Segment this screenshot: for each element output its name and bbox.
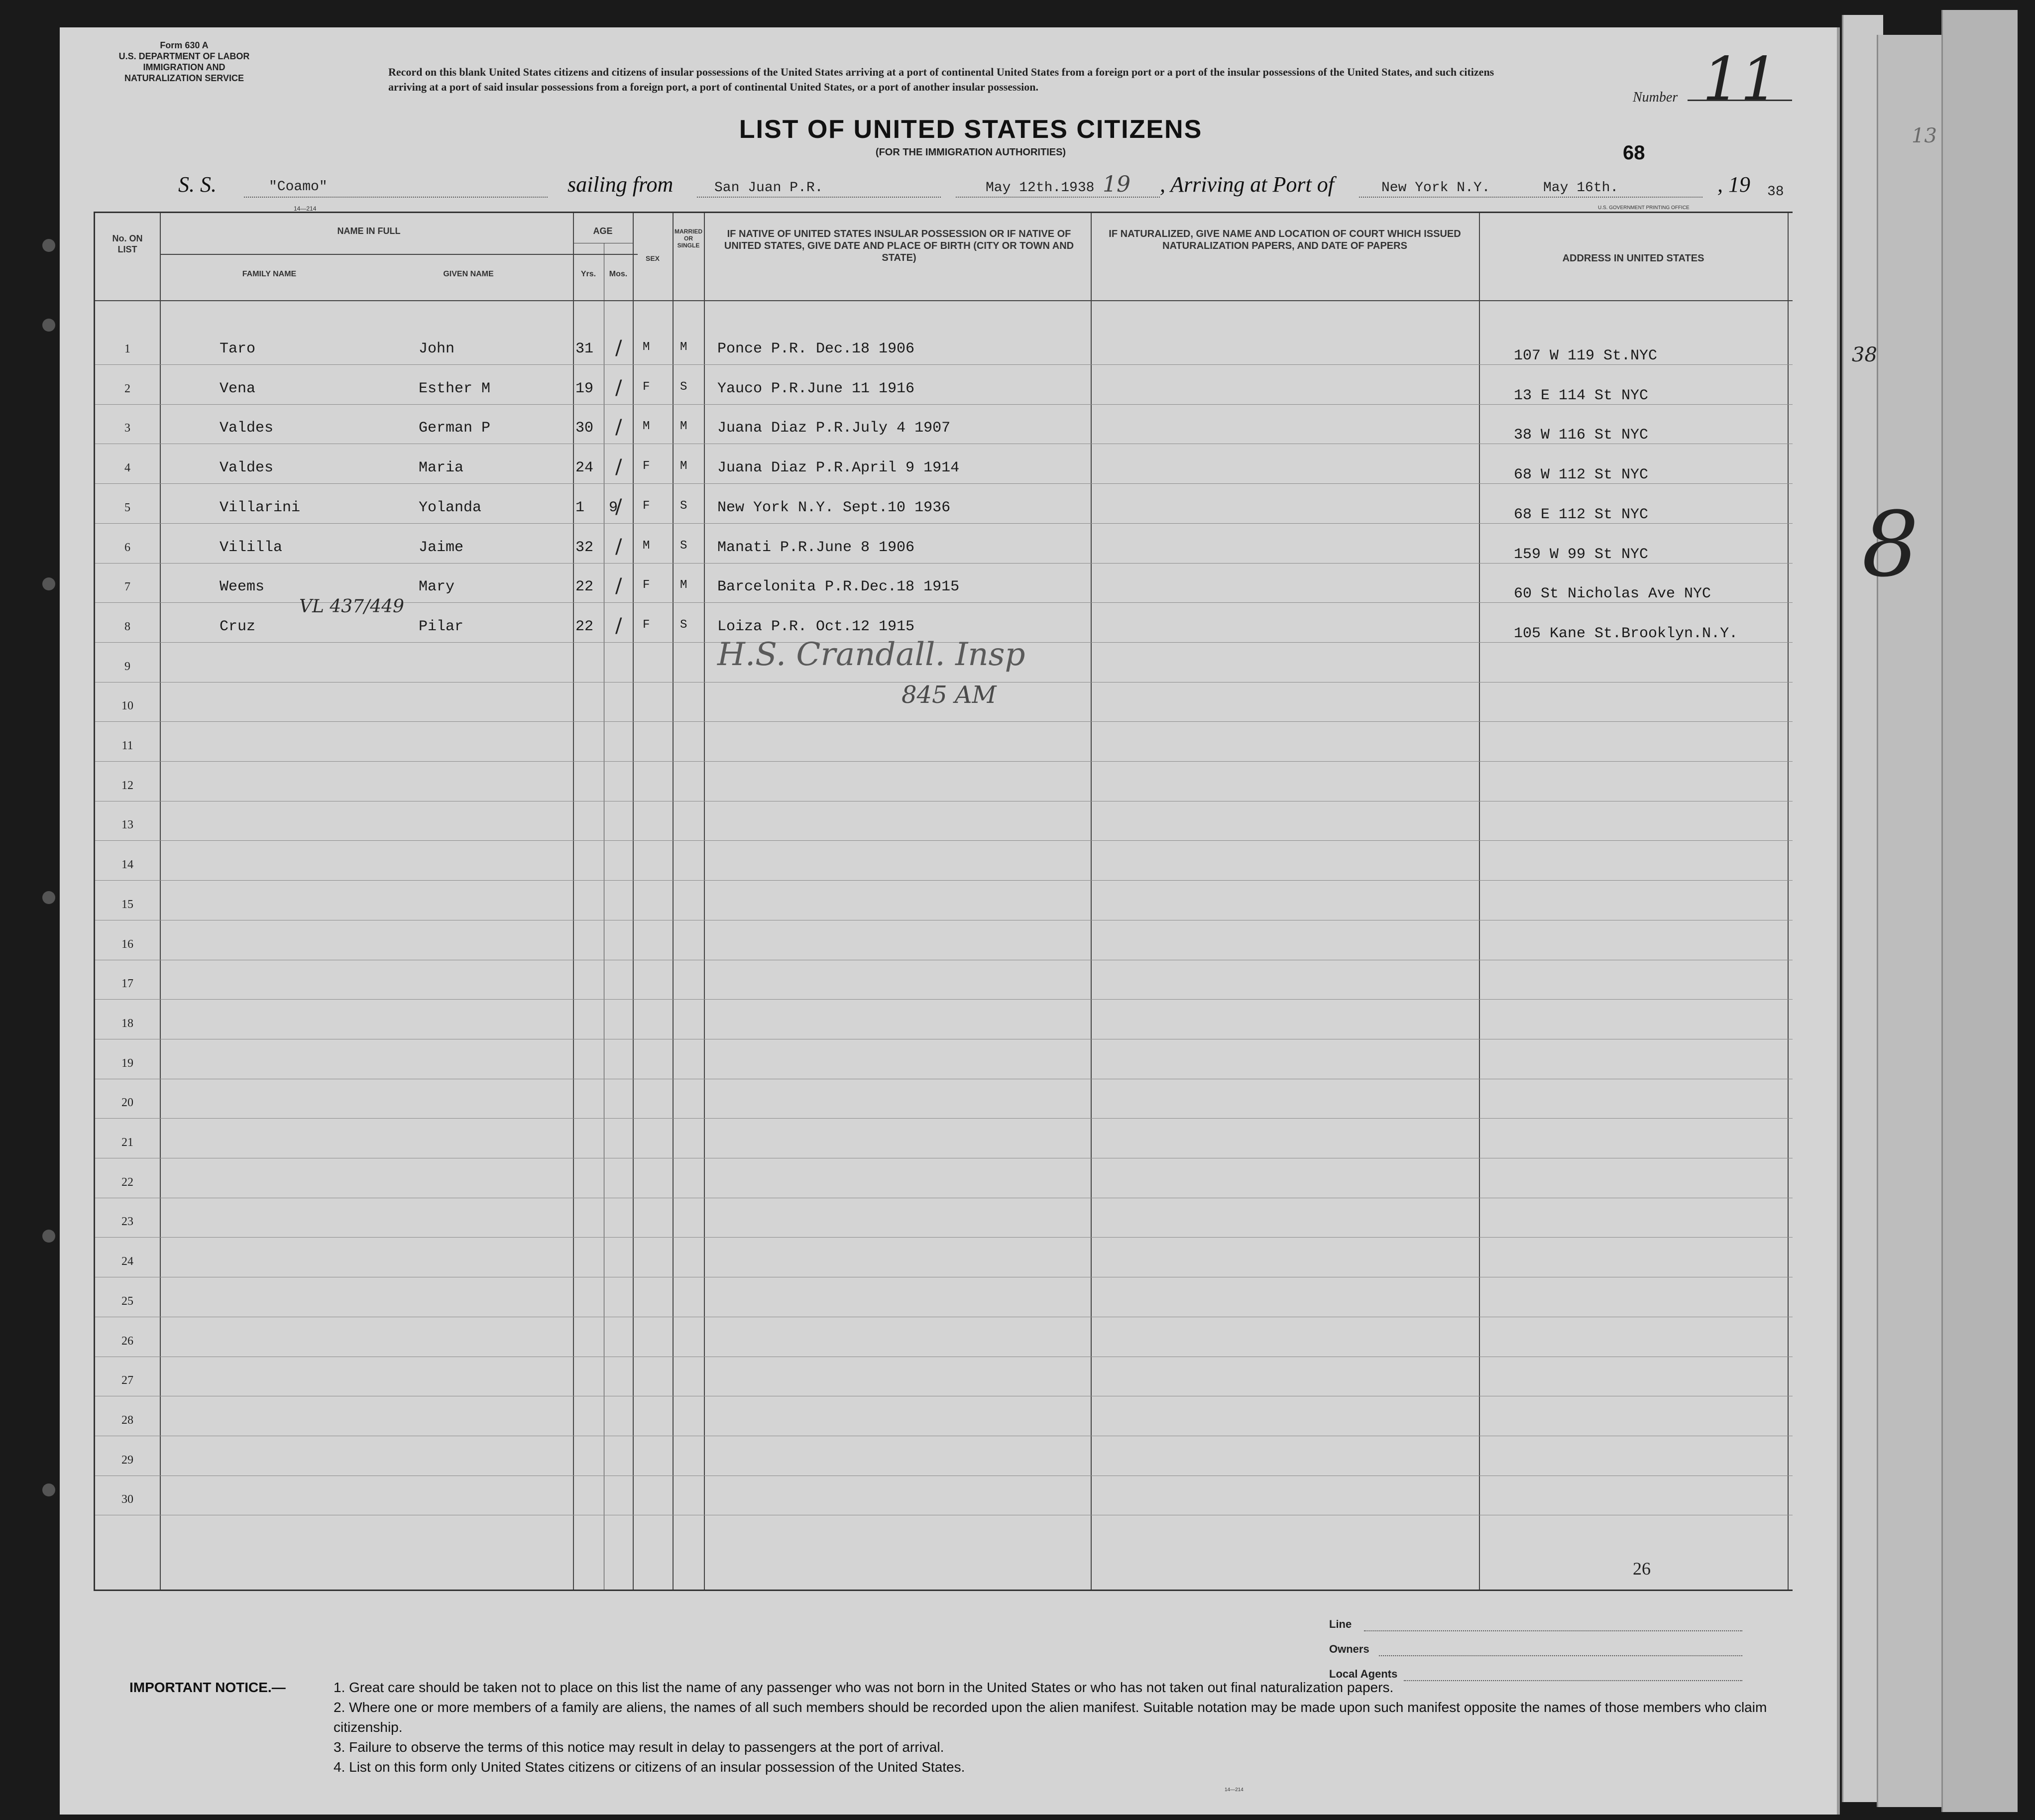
col-divider: [704, 213, 705, 1590]
margin-note: 13: [1912, 124, 1937, 147]
col-divider: [1479, 213, 1480, 1590]
ss-label: S. S.: [178, 172, 217, 197]
ship-name: "Coamo": [269, 179, 328, 195]
marital-status-cell: S: [680, 499, 687, 513]
tick-mark: /: [615, 455, 622, 479]
marital-status-cell: M: [680, 420, 687, 434]
row-number: 20: [121, 1096, 133, 1110]
port-of-arrival: New York N.Y.: [1381, 180, 1490, 196]
ship-name-line: [244, 197, 548, 198]
form-number: Form 630 A: [160, 40, 209, 50]
given-name-cell: Maria: [419, 459, 464, 477]
row-number: 18: [121, 1017, 133, 1030]
line-field: [1364, 1630, 1742, 1631]
col-divider: [160, 213, 161, 1590]
binder-hole: [42, 577, 55, 590]
row-rule: [95, 721, 1793, 722]
sex-cell: M: [643, 539, 650, 553]
row-rule: [95, 404, 1793, 405]
age-years-cell: 22: [575, 578, 594, 596]
tick-mark: /: [615, 614, 622, 637]
row-number: 13: [121, 818, 133, 832]
age-years-cell: 30: [575, 420, 594, 437]
owners-label: Owners: [1329, 1643, 1369, 1655]
age-years-cell: 1: [575, 499, 585, 516]
row-rule: [95, 1237, 1793, 1238]
row-number: 21: [121, 1136, 133, 1149]
arrival-line: [1359, 197, 1702, 198]
row-rule: [95, 880, 1793, 881]
row-rule: [95, 364, 1793, 365]
given-name-cell: Pilar: [419, 618, 464, 635]
address-cell: 68 W 112 St NYC: [1514, 466, 1649, 484]
given-name-cell: Esther M: [419, 380, 491, 397]
col-sex: SEX: [645, 254, 660, 262]
family-name-cell: Cruz: [220, 618, 256, 635]
row-number: 10: [121, 699, 133, 713]
family-name-cell: Taro: [220, 341, 256, 357]
list-number: 68: [1623, 142, 1645, 164]
row-number: 11: [121, 739, 133, 752]
row-rule: [95, 999, 1793, 1000]
passenger-table: [94, 212, 1793, 1591]
year-prefix: , 19: [1717, 172, 1750, 197]
row-number: 26: [121, 1334, 133, 1348]
age-years-cell: 31: [575, 341, 594, 357]
important-notice: [129, 1678, 1772, 1777]
tick-mark: /: [615, 376, 622, 399]
col-address: ADDRESS IN UNITED STATES: [1562, 253, 1704, 264]
col-divider: [1091, 213, 1092, 1590]
row-number: 28: [121, 1413, 133, 1427]
col-mos: Mos.: [609, 270, 628, 278]
notice-lead: IMPORTANT NOTICE.—: [129, 1680, 286, 1695]
address-cell: 107 W 119 St.NYC: [1514, 347, 1658, 364]
tick-mark: /: [615, 337, 622, 359]
address-cell: 105 Kane St.Brooklyn.N.Y.: [1514, 625, 1738, 642]
row-number: 8: [124, 620, 130, 633]
number-value: 11: [1702, 45, 1779, 114]
row-number: 24: [121, 1255, 133, 1268]
age-months-cell: 9: [609, 499, 618, 516]
header-bottom-rule: [95, 300, 1793, 301]
printing-office: U.S. GOVERNMENT PRINTING OFFICE: [1598, 205, 1690, 211]
col-family-name: FAMILY NAME: [242, 270, 297, 278]
marital-status-cell: M: [680, 578, 687, 592]
sex-cell: F: [643, 578, 650, 592]
tick-mark: /: [615, 416, 622, 439]
name-header-rule: [160, 254, 638, 255]
age-years-cell: 32: [575, 539, 594, 556]
year-mark: 19: [1103, 172, 1131, 197]
sex-cell: M: [643, 341, 650, 354]
arrival-time: 845 AM: [902, 681, 997, 709]
birth-cell: Juana Diaz P.R.April 9 1914: [717, 459, 960, 477]
address-cell: 60 St Nicholas Ave NYC: [1514, 585, 1711, 603]
binder-hole: [42, 239, 55, 252]
sex-cell: M: [643, 420, 650, 434]
binder-hole: [42, 891, 55, 904]
address-cell: 68 E 112 St NYC: [1514, 506, 1649, 523]
row-number: 29: [121, 1453, 133, 1467]
row-number: 22: [121, 1175, 133, 1189]
address-cell: 38 W 116 St NYC: [1514, 427, 1649, 444]
list-subtitle: (FOR THE IMMIGRATION AUTHORITIES): [875, 147, 1066, 158]
row-number: 5: [124, 501, 130, 514]
row-number: 7: [124, 580, 130, 594]
form-instructions: Record on this blank United States citizens and citizens of insular possessions of the United States arriving at a port of continental United States from a foreign port or a port of the insular possessions of the United States, and such citizens arriving at a port of said insular possessions from a foreign port, a port of continental United States, or a port of another insular possession.: [388, 66, 1494, 93]
row-number: 23: [121, 1215, 133, 1229]
number-underline: [1688, 100, 1792, 101]
col-married: MARRIED OR SINGLE: [675, 228, 702, 249]
binder-hole: [42, 1230, 55, 1243]
marital-status-cell: S: [680, 618, 687, 632]
family-name-cell: Valdes: [220, 420, 274, 437]
arriving-label: , Arriving at Port of: [1160, 172, 1334, 197]
family-name-cell: Vena: [220, 380, 256, 397]
tick-mark: /: [615, 574, 622, 598]
col-naturalized: IF NATURALIZED, GIVE NAME AND LOCATION OF COURT WHICH ISSUED NATURALIZATION PAPERS, AND DATE OF PAPERS: [1109, 228, 1461, 251]
row-number: 19: [121, 1056, 133, 1070]
row-number: 12: [121, 779, 133, 792]
birth-cell: Juana Diaz P.R.July 4 1907: [717, 420, 951, 437]
col-birth: IF NATIVE OF UNITED STATES INSULAR POSSESSION OR IF NATIVE OF UNITED STATES, GIVE DATE AND PLACE OF BIRTH (CITY OR TOWN AND STATE): [724, 228, 1074, 263]
row-rule: [95, 840, 1793, 841]
sailing-from-label: sailing from: [567, 172, 674, 197]
col-yrs: Yrs.: [580, 270, 596, 278]
notice-item: 3. Failure to observe the terms of this notice may result in delay to passengers at the port of arrival.: [334, 1739, 944, 1755]
row-rule: [95, 523, 1793, 524]
arrival-date: May 16th.: [1543, 180, 1619, 196]
row-rule: [95, 563, 1793, 564]
page-stamp: 26: [1633, 1559, 1651, 1579]
row-number: 25: [121, 1294, 133, 1308]
family-name-cell: Villarini: [220, 499, 301, 516]
list-title: LIST OF UNITED STATES CITIZENS: [739, 115, 1203, 144]
sex-cell: F: [643, 618, 650, 632]
tick-mark: /: [615, 535, 622, 558]
row-number: 1: [124, 342, 130, 355]
age-years-cell: 19: [575, 380, 594, 397]
department-name: U.S. DEPARTMENT OF LABOR: [118, 51, 250, 61]
line-label: Line: [1329, 1618, 1352, 1630]
address-cell: 13 E 114 St NYC: [1514, 387, 1649, 404]
col-divider: [673, 213, 674, 1590]
row-number: 15: [121, 898, 133, 911]
owners-field: [1379, 1655, 1742, 1656]
port-of-departure: San Juan P.R.: [714, 180, 823, 196]
row-number: 30: [121, 1493, 133, 1506]
notice-item: 1. Great care should be taken not to place on this list the name of any passenger who was not born in the United States or who has not taken out final naturalization papers.: [334, 1680, 1394, 1695]
row-number: 27: [121, 1374, 133, 1387]
small-form-code: 14—214: [294, 205, 317, 212]
margin-note: 38: [1852, 343, 1877, 366]
birth-cell: Ponce P.R. Dec.18 1906: [717, 341, 915, 357]
birth-cell: Barcelonita P.R.Dec.18 1915: [717, 578, 960, 596]
number-label: Number: [1633, 90, 1678, 105]
col-given-name: GIVEN NAME: [443, 270, 494, 278]
col-divider: [1788, 213, 1789, 1590]
col-name-in-full: NAME IN FULL: [337, 226, 401, 236]
family-name-cell: Vililla: [220, 539, 283, 556]
row-rule: [95, 1118, 1793, 1119]
service-name-line1: IMMIGRATION AND: [143, 62, 226, 72]
row-number: 14: [121, 858, 133, 872]
family-name-cell: Valdes: [220, 459, 274, 477]
given-name-cell: Mary: [419, 578, 455, 596]
background-sheet: [1941, 10, 2018, 1812]
address-cell: 159 W 99 St NYC: [1514, 546, 1649, 563]
row-rule: [95, 761, 1793, 762]
given-name-cell: John: [419, 341, 455, 357]
inspector-signature: H.S. Crandall. Insp: [717, 636, 1025, 673]
marital-status-cell: M: [680, 459, 687, 473]
birth-cell: Manati P.R.June 8 1906: [717, 539, 915, 556]
arrival-year: 38: [1767, 184, 1784, 200]
binder-hole: [42, 1483, 55, 1496]
departure-date-line: [956, 197, 1160, 198]
departure-date: May 12th.1938: [986, 180, 1095, 196]
marital-status-cell: M: [680, 341, 687, 354]
departure-line: [697, 197, 941, 198]
marital-status-cell: S: [680, 539, 687, 553]
binder-hole: [42, 319, 55, 332]
notice-form-code: 14—214: [1225, 1787, 1244, 1793]
col-divider: [633, 213, 634, 1590]
sex-cell: F: [643, 380, 650, 394]
row-number: 4: [124, 461, 130, 475]
form-department-block: [85, 40, 284, 84]
birth-cell: New York N.Y. Sept.10 1936: [717, 499, 951, 516]
col-divider: [573, 213, 574, 1590]
row-number: 2: [124, 382, 130, 395]
row-number: 17: [121, 977, 133, 991]
notice-item: 4. List on this form only United States citizens or citizens of an insular possession of the United States.: [334, 1759, 965, 1775]
row-number: 16: [121, 937, 133, 951]
col-no: No. ON LIST: [112, 233, 143, 254]
row-number: 6: [124, 541, 130, 554]
family-name-cell: Weems: [220, 578, 265, 596]
row-rule: [95, 483, 1793, 484]
notice-item: 2. Where one or more members of a family are aliens, the names of all such members should be recorded upon the alien manifest. Suitable notation may be made upon such manifest opposite the names of those members who claim citizenship.: [334, 1700, 1767, 1735]
birth-cell: Yauco P.R.June 11 1916: [717, 380, 915, 397]
given-name-cell: Jaime: [419, 539, 464, 556]
birth-cell: Loiza P.R. Oct.12 1915: [717, 618, 915, 635]
service-name-line2: NATURALIZATION SERVICE: [124, 73, 244, 83]
row-number: 3: [124, 422, 130, 435]
given-name-cell: Yolanda: [419, 499, 482, 516]
age-years-cell: 22: [575, 618, 594, 635]
given-name-cell: German P: [419, 420, 491, 437]
margin-note: 8: [1862, 493, 1919, 597]
col-age: AGE: [593, 226, 613, 236]
row-number: 9: [124, 660, 130, 673]
marital-status-cell: S: [680, 380, 687, 394]
sex-cell: F: [643, 499, 650, 513]
tick-mark: /: [615, 495, 622, 518]
local-agents-label: Local Agents: [1329, 1668, 1398, 1680]
age-years-cell: 24: [575, 459, 594, 477]
sex-cell: F: [643, 459, 650, 473]
annotation-cruz: VL 437/449: [299, 596, 404, 617]
